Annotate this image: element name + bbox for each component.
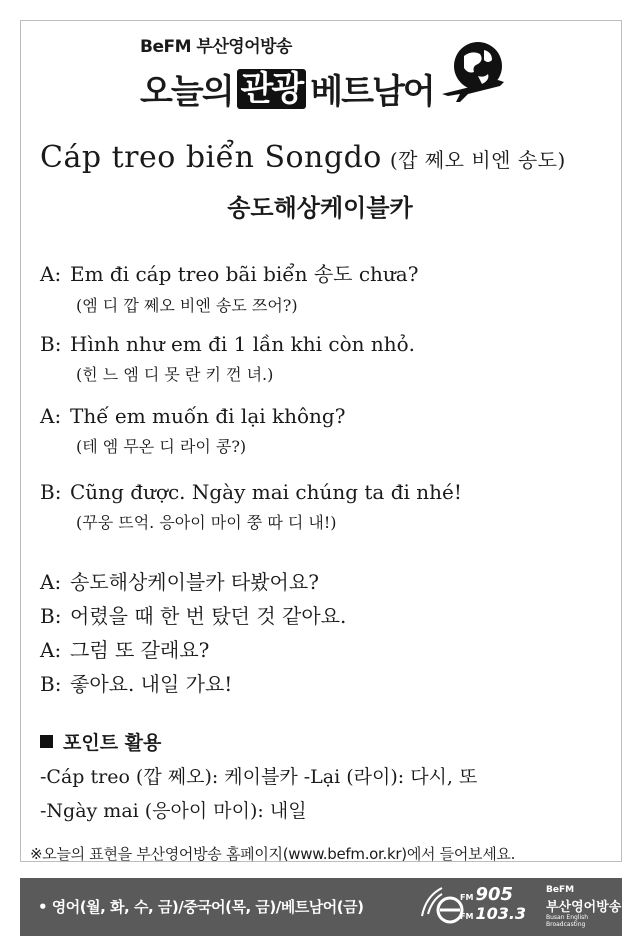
speaker: B:: [40, 480, 62, 504]
speaker: B:: [40, 604, 62, 628]
korean-line-1: [40, 566, 319, 595]
ko-sentence: 어렸을 때 한 번 탔던 것 같아요.: [70, 604, 347, 628]
korean-line-3: [40, 634, 209, 663]
ko-sentence: 그럼 또 갈래요?: [70, 638, 210, 662]
point-line-2: -Ngày mai (응아이 마이): 내일: [40, 800, 307, 822]
logo-boxed-word: 관광: [237, 69, 307, 109]
logo-part-2: 베트남어: [310, 72, 434, 112]
pronunciation: (꾸웅 뜨억. 응아이 마이 쭝 따 디 내!): [76, 513, 337, 532]
point-line-1: -Cáp treo (깝 쩨오): 케이블카 -Lại (라이): 다시, 또: [40, 766, 478, 788]
dialogue-line-3: [40, 404, 620, 457]
speaker: A:: [40, 262, 62, 286]
title-korean: 송도해상케이블카: [227, 194, 413, 222]
ko-sentence: 송도해상케이블카 타봤어요?: [70, 570, 319, 594]
korean-line-2: [40, 600, 346, 629]
footer-station-subtitle: Busan English Broadcasting: [546, 914, 589, 928]
logo-part-1: 오늘의: [140, 72, 233, 112]
speaker: A:: [40, 404, 62, 428]
language-schedule: • 영어(월, 화, 수, 금)/중국어(목, 금)/베트남어(금): [38, 898, 364, 916]
point-heading: [40, 728, 161, 755]
frequency-905: FM 905: [460, 884, 514, 905]
dialogue-line-1: [40, 258, 620, 316]
speaker: B:: [40, 332, 62, 356]
footer-befm: BeFM: [546, 885, 575, 895]
dialogue-line-2: [40, 332, 620, 385]
square-bullet-icon: [40, 735, 53, 748]
pronunciation: (테 엠 무온 디 라이 콩?): [76, 437, 247, 456]
globe-airplane-icon: [438, 36, 510, 108]
title-pronunciation: (깝 쩨오 비엔 송도): [389, 148, 566, 172]
pronunciation: (힌 느 엠 디 못 란 키 껀 녀.): [76, 365, 274, 384]
point-heading-text: 포인트 활용: [63, 732, 162, 754]
program-logo: [140, 64, 434, 113]
dialogue-line-4: [40, 480, 620, 533]
website-note: ※오늘의 표현을 부산영어방송 홈페이지(www.befm.or.kr)에서 들어보세요.: [30, 845, 516, 863]
footer-bar: [20, 878, 622, 936]
vi-sentence: Hình như em đi 1 lần khi còn nhỏ.: [70, 332, 416, 356]
vi-sentence: Em đi cáp treo bãi biển 송도 chưa?: [70, 262, 419, 286]
speaker: A:: [40, 570, 62, 594]
ko-sentence: 좋아요. 내일 가요!: [70, 672, 233, 696]
vi-sentence: Cũng được. Ngày mai chúng ta đi nhé!: [70, 480, 462, 504]
korean-line-4: [40, 668, 232, 697]
brand-name: BeFM 부산영어방송: [140, 37, 292, 57]
frequency-1033: FM 103.3: [460, 904, 527, 923]
pronunciation: (엠 디 깝 쩨오 비엔 송도 쯔어?): [76, 296, 298, 315]
speaker: A:: [40, 638, 62, 662]
title-vietnamese: [40, 140, 566, 175]
speaker: B:: [40, 672, 62, 696]
footer-station-name: 부산영어방송: [546, 900, 622, 915]
vi-sentence: Thế em muốn đi lại không?: [70, 404, 346, 428]
title-vi-text: Cáp treo biển Songdo: [40, 140, 382, 175]
